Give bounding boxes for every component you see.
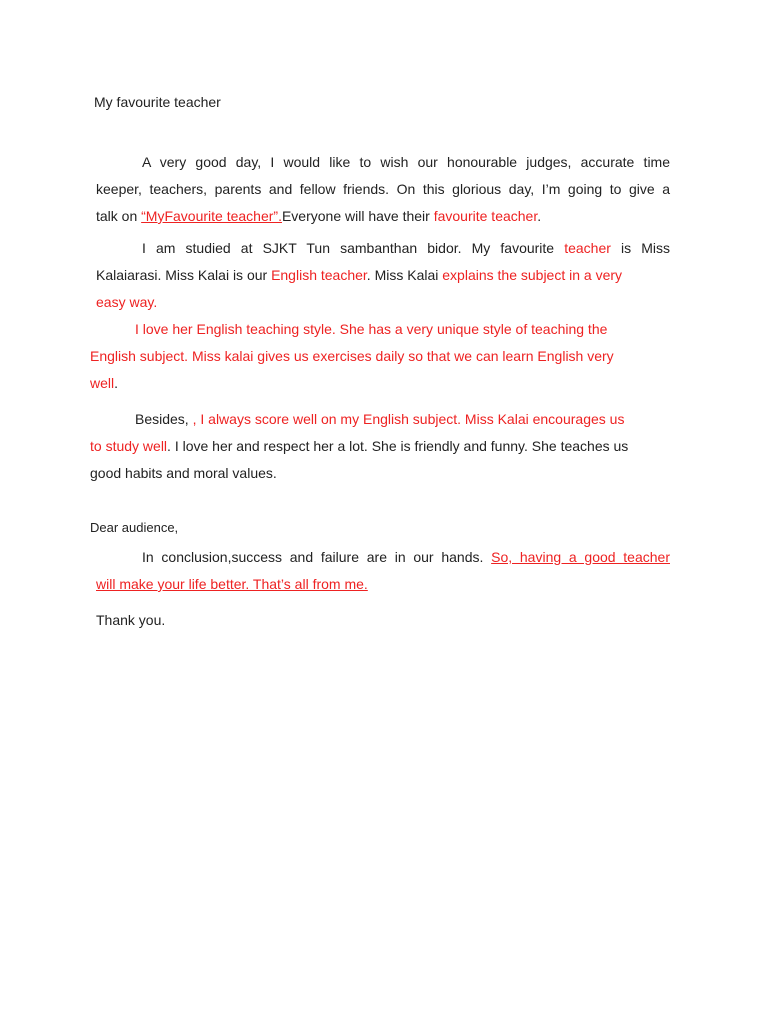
paragraph-line (90, 437, 628, 455)
text-run: . (153, 294, 158, 310)
document-title: My favourite teacher (94, 94, 221, 110)
text-run: . (537, 208, 542, 224)
highlighted-text: teacher (564, 240, 611, 256)
paragraph-line (142, 239, 670, 257)
text-run: . Miss Kalai (366, 267, 443, 283)
paragraph-line (142, 548, 670, 566)
paragraph-line: keeper, teachers, parents and fellow friends. On this glorious day, I’m going to give a (96, 181, 670, 197)
text-run: talk on (96, 208, 142, 224)
text-run: . I love her and respect her a lot. She is friendly and funny. She teaches us (167, 438, 629, 454)
highlighted-text: to study well (90, 438, 168, 454)
closing: Thank you. (96, 612, 166, 628)
paragraph-line (96, 207, 541, 225)
highlighted-topic: “MyFavourite teacher”. (141, 208, 282, 224)
salutation: Dear audience, (90, 520, 179, 535)
paragraph-line (96, 293, 157, 311)
paragraph-line: A very good day, I would like to wish our honourable judges, accurate time (142, 154, 670, 170)
text-run: I am studied at SJKT Tun sambanthan bidor. My favourite (142, 240, 565, 256)
paragraph-line: will make your life better. That’s all from me. (96, 576, 368, 592)
highlighted-text: English teacher (271, 267, 367, 283)
paragraph-line: I love her English teaching style. She has a very unique style of teaching the (135, 321, 608, 337)
highlighted-text: explains the subject in a very (442, 267, 623, 283)
paragraph-line (135, 410, 624, 428)
paragraph-line: good habits and moral values. (90, 465, 277, 481)
highlighted-text: well (90, 375, 115, 391)
paragraph-line (90, 374, 118, 392)
text-run: . (114, 375, 119, 391)
highlighted-text: easy way (96, 294, 154, 310)
text-run: Everyone will have their (281, 208, 434, 224)
highlighted-text: , I always score well on my English subject. Miss Kalai encourages us (192, 411, 625, 427)
text-run: Besides, (135, 411, 193, 427)
highlighted-text: favourite teacher (433, 208, 538, 224)
highlighted-text: So, having a good teacher (491, 549, 670, 565)
text-run: is Miss (610, 240, 670, 256)
text-run: In conclusion,success and failure are in our hands. (142, 549, 492, 565)
paragraph-line (96, 266, 622, 284)
paragraph-line: English subject. Miss kalai gives us exercises daily so that we can learn English very (90, 348, 614, 364)
text-run: Kalaiarasi. Miss Kalai is our (96, 267, 272, 283)
